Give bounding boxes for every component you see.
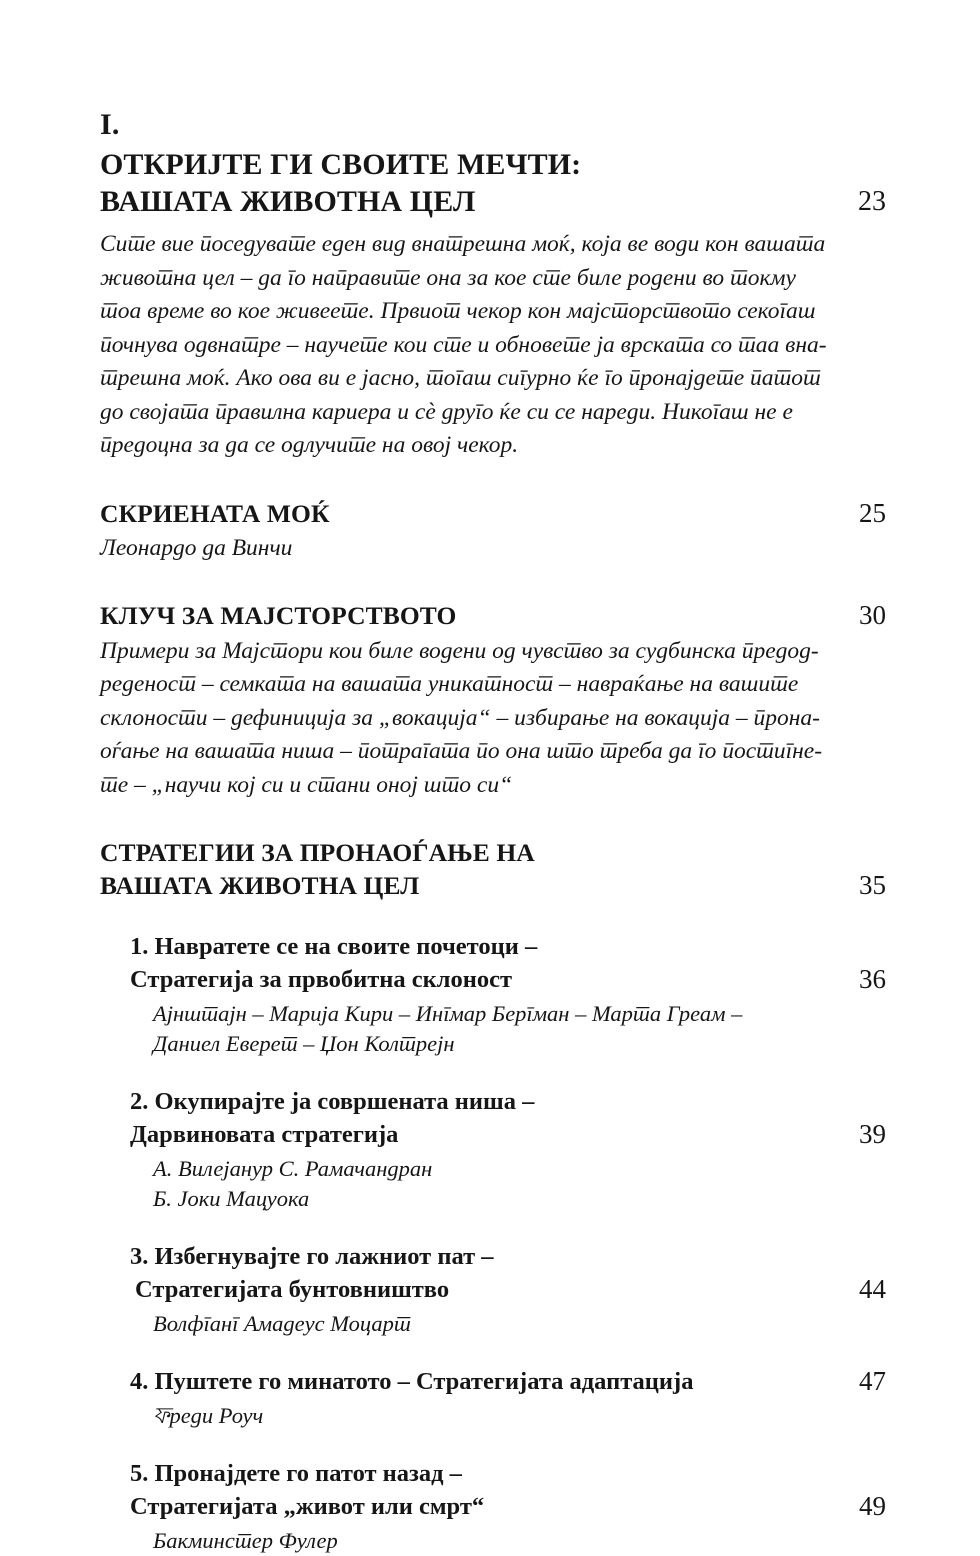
people-line: Волфганг Амадеус Моцарт <box>153 1311 411 1336</box>
strategy-page-number: 44 <box>859 1274 886 1304</box>
people-line: Ајнштајн – Марија Кири – Ингмар Бергман – Марта Греам – <box>153 1001 743 1026</box>
strategy-item <box>100 930 886 1059</box>
strategy-entry[interactable] <box>130 1240 886 1306</box>
strategy-title-line: Стратегијата „живот или смрт“ <box>130 1493 485 1520</box>
strategy-item <box>100 1365 886 1431</box>
description-line: животна цел – да го направите она за кое сте биле родени во токму <box>100 264 796 291</box>
table-of-contents-page <box>100 108 886 1556</box>
section-subtitle: Леонардо да Винчи <box>100 534 293 561</box>
strategy-title-line: 5. Пронајдете го патот назад – <box>130 1460 462 1487</box>
strategy-title-line: 3. Избегнувајте го лажниот пат – <box>130 1243 494 1270</box>
people-line: ফреди Роуч <box>153 1403 264 1428</box>
strategy-list <box>100 930 886 1556</box>
strategy-title-line: Стратегијата бунтовништво <box>135 1276 450 1303</box>
description-line: трешна моќ. Ако ова ви е јасно, тогаш сигурно ќе го пронајдете патот <box>100 365 821 391</box>
strategy-title-block <box>130 1085 534 1151</box>
strategy-inner <box>130 1240 886 1339</box>
part-page-number: 23 <box>858 186 886 217</box>
section-entry[interactable] <box>100 836 886 902</box>
strategy-title-line: 1. Навратете се на своите почетоци – <box>130 933 538 960</box>
strategy-page-number: 39 <box>859 1119 886 1149</box>
part-description <box>100 228 882 463</box>
strategy-title <box>130 930 537 996</box>
strategy-title-block <box>130 1240 493 1306</box>
strategy-entry[interactable] <box>130 1085 886 1151</box>
strategy-people <box>153 999 886 1059</box>
section-page-number: 25 <box>859 497 886 528</box>
description-line: до својата правилна кариера и сѐ друго ќе си се нареди. Никогаш не е <box>100 398 793 425</box>
strategy-people <box>153 1401 886 1431</box>
section-entry[interactable] <box>100 497 886 530</box>
people-line: Бакминстер Фулер <box>153 1528 338 1553</box>
section-title-line: ВАШАТА ЖИВОТНА ЦЕЛ <box>100 871 420 900</box>
section-title-line: КЛУЧ ЗА МАЈСТОРСТВОТО <box>100 600 457 630</box>
strategy-entry[interactable] <box>130 930 886 996</box>
section-title-line: СКРИЕНАТА МОЌ <box>100 498 330 528</box>
part-entry[interactable] <box>100 146 886 220</box>
description-line: реденост – семката на вашата уникатност – навраќање на вашите <box>100 671 799 697</box>
part-title-line: ОТКРИЈТЕ ГИ СВОИТЕ МЕЧТИ: <box>100 148 582 181</box>
strategy-title-block <box>130 930 537 996</box>
strategy-title <box>130 1240 493 1306</box>
description-line: предоцна за да се одлучите на овој чекор. <box>100 432 519 458</box>
people-line: Даниел Еверет – Џон Колтрејн <box>153 1031 455 1056</box>
section-page-number: 30 <box>859 599 886 630</box>
section-title <box>100 497 330 530</box>
section-title <box>100 836 535 902</box>
strategy-inner <box>130 930 886 1059</box>
strategy-page-number: 49 <box>859 1491 886 1521</box>
strategy-item <box>100 1240 886 1339</box>
section-title <box>100 599 456 632</box>
strategy-people <box>153 1309 886 1339</box>
description-line: почнува одвнатре – научете кои сте и обновете ја врската со таа вна- <box>100 331 827 358</box>
description-line: склоности – дефиниција за „вокација“ – избирање на вокација – прона- <box>100 704 820 731</box>
strategy-title <box>130 1457 484 1523</box>
part-title-block <box>100 146 581 220</box>
strategy-title <box>130 1365 693 1398</box>
strategy-title-block <box>130 1457 484 1523</box>
strategy-title <box>130 1085 534 1151</box>
description-line: Примери за Мајстори кои биле водени од чувство за судбинска предод- <box>100 637 819 664</box>
strategy-title-line: 4. Пуштете го минатото – Стратегијата адаптација <box>130 1368 694 1395</box>
description-line: оѓање на вашата ниша – потрагата по она што треба да го постигне- <box>100 738 823 764</box>
section-key-to-mastery <box>100 599 886 803</box>
strategy-title-block <box>130 1365 693 1398</box>
section-strategies <box>100 836 886 902</box>
section-entry[interactable] <box>100 599 886 632</box>
strategy-people <box>153 1154 886 1214</box>
people-line: А. Вилејанур С. Рамачандран <box>153 1156 433 1181</box>
strategy-entry[interactable] <box>130 1457 886 1523</box>
strategy-inner <box>130 1085 886 1214</box>
part-number: I. <box>100 108 120 141</box>
section-title-block <box>100 497 330 530</box>
strategy-title-line: 2. Окупирајте ја совршената ниша – <box>130 1088 535 1115</box>
people-line: Б. Јоки Мацуока <box>153 1186 310 1211</box>
section-hidden-power <box>100 497 886 565</box>
strategy-page-number: 36 <box>859 964 886 994</box>
section-page-number: 35 <box>859 870 886 900</box>
strategy-people <box>153 1526 886 1556</box>
strategy-page-number: 47 <box>859 1366 886 1396</box>
section-title-block <box>100 836 535 902</box>
description-line: Сите вие поседувате еден вид внатрешна моќ, која ве води кон вашата <box>100 231 826 257</box>
strategy-inner <box>130 1365 886 1431</box>
section-title-line: СТРАТЕГИИ ЗА ПРОНАОЃАЊЕ НА <box>100 838 535 867</box>
part-title-line: ВАШАТА ЖИВОТНА ЦЕЛ <box>100 185 476 218</box>
strategy-item <box>100 1457 886 1556</box>
strategy-entry[interactable] <box>130 1365 886 1398</box>
section-title-block <box>100 599 456 632</box>
strategy-item <box>100 1085 886 1214</box>
strategy-inner <box>130 1457 886 1556</box>
strategy-title-line: Стратегија за првобитна склоност <box>130 966 513 993</box>
part-title <box>100 146 581 220</box>
strategy-title-line: Дарвиновата стратегија <box>130 1121 399 1148</box>
description-line: те – „научи кој си и стани оној што си“ <box>100 771 513 798</box>
section-description <box>100 635 886 803</box>
description-line: тоа време во кое живеете. Првиот чекор кон мајсторството секогаш <box>100 298 816 324</box>
